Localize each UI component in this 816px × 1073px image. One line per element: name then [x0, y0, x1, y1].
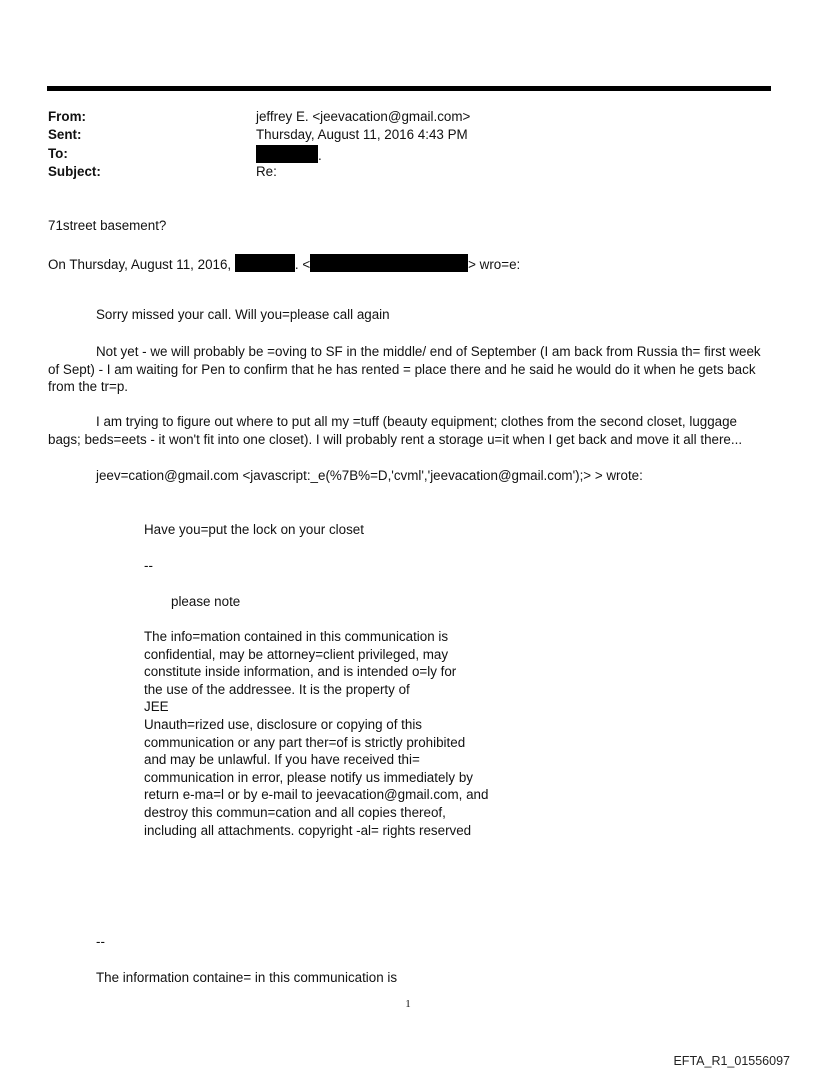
redaction-block: [235, 254, 295, 272]
outer-separator: --: [96, 934, 105, 949]
page-number: 1: [405, 998, 411, 1010]
reply-paragraph-2: Not yet - we will probably be =oving to SF in the middle/ end of September (I am back from Russia th= first week of Sept) - I am waiting for Pen to confirm that he has rented = place there and he said he would do it when he gets back from the tr=p.: [48, 344, 761, 395]
quote-intro-mid: . <: [294, 257, 311, 272]
redaction-block: [310, 254, 468, 272]
quote-intro-suffix: > wro=e:: [468, 257, 521, 272]
from-value: jeffrey E. <jeevacation@gmail.com>: [256, 109, 471, 124]
inner-separator: --: [144, 558, 153, 573]
sent-value: Thursday, August 11, 2016 4:43 PM: [256, 127, 468, 142]
document-id: EFTA_R1_01556097: [673, 1054, 790, 1068]
quote-intro: [48, 254, 520, 274]
inner-note: please note: [171, 594, 241, 609]
from-label: From:: [48, 109, 86, 124]
disclaimer-line: communication in error, please notify us immediately by: [144, 769, 473, 785]
disclaimer-line: confidential, may be attorney=client privileged, may: [144, 646, 449, 662]
outer-disclaimer-start: The information containe= in this communication is: [96, 970, 398, 985]
disclaimer-line: the use of the addressee. It is the property of: [144, 681, 410, 697]
to-suffix: .: [318, 148, 322, 163]
to-value: [256, 145, 322, 165]
inner-question: Have you=put the lock on your closet: [144, 522, 364, 537]
disclaimer-line: and may be unlawful. If you have received thi=: [144, 752, 420, 768]
sent-label: Sent:: [48, 127, 82, 142]
redaction-block: [256, 145, 318, 163]
quote-intro-prefix: On Thursday, August 11, 2016,: [48, 257, 232, 272]
to-label: To:: [48, 146, 68, 161]
disclaimer-line: communication or any part ther=of is strictly prohibited: [144, 734, 466, 750]
disclaimer-line: constitute inside information, and is intended o=ly for: [144, 664, 457, 680]
inner-disclaimer: [144, 628, 544, 839]
disclaimer-line: return e-ma=l or by e-mail to jeevacation@gmail.com, and: [144, 787, 489, 803]
quoted-header: jeev=cation@gmail.com <javascript:_e(%7B%=D,'cvml','jeevacation@gmail.com');> > wrote:: [96, 468, 643, 483]
subject-label: Subject:: [48, 164, 101, 179]
reply-paragraph-3: I am trying to figure out where to put all my =tuff (beauty equipment; clothes from the second closet, luggage bags; beds=eets - it won't fit into one closet). I will probably rent a storage u=it when I get back and move it all there...: [48, 414, 743, 447]
disclaimer-line: destroy this commun=cation and all copies thereof,: [144, 804, 446, 820]
reply-line-1: Sorry missed your call. Will you=please call again: [96, 307, 390, 322]
header-rule: [47, 86, 771, 91]
disclaimer-line: including all attachments. copyright -al= rights reserved: [144, 822, 472, 838]
top-line: 71street basement?: [48, 218, 167, 233]
subject-value: Re:: [256, 164, 277, 179]
disclaimer-line: The info=mation contained in this communication is: [144, 629, 449, 644]
disclaimer-line: JEE: [144, 699, 169, 715]
disclaimer-line: Unauth=rized use, disclosure or copying of this: [144, 716, 423, 732]
